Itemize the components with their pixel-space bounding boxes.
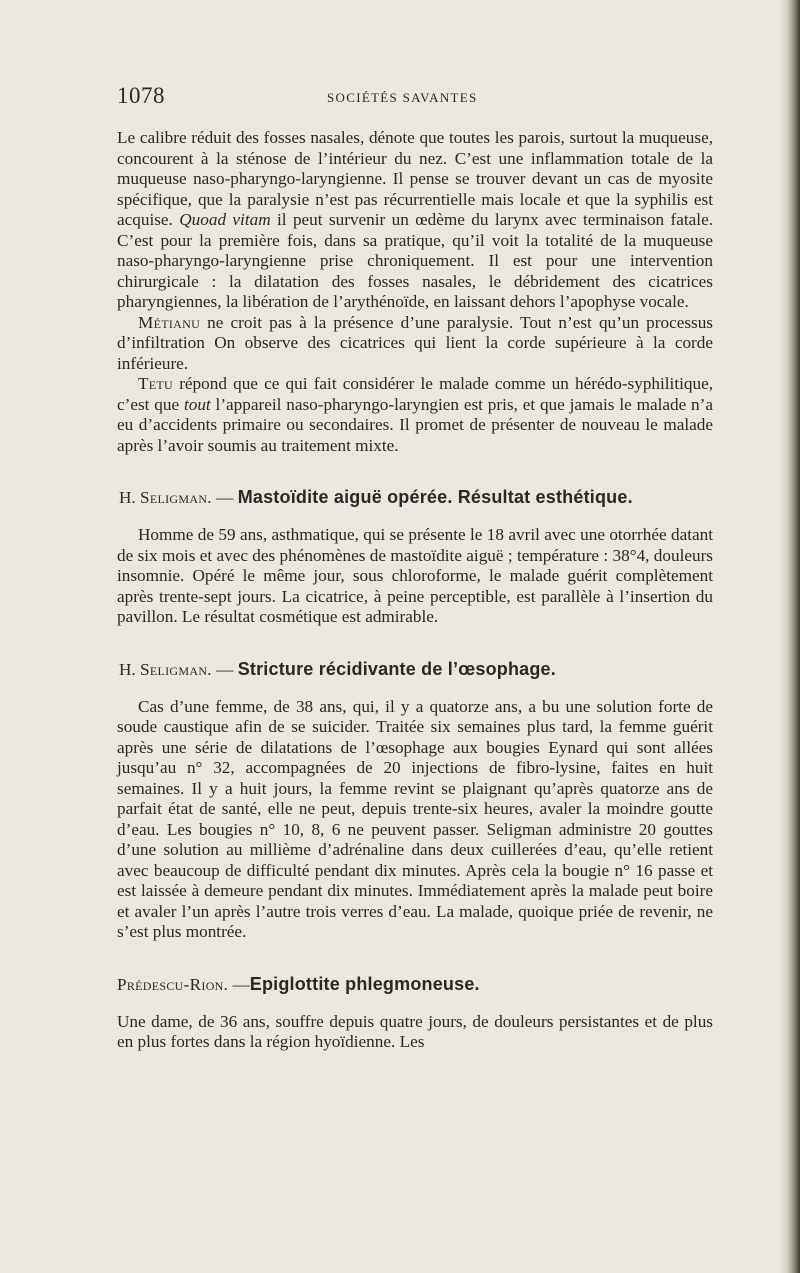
- section-text-stricture: Cas d’une femme, de 38 ans, qui, il y a quatorze ans, a bu une solution forte de soude caustique afin de se suicider. Traitée six semaines plus tard, la femme guérit après une série de dilatations de l’œsophage aux bougies Eynard qui sont allées jusqu’au n° 32, accompagnées de 20 injections de fibro-lysine, faites en huit semaines. Il y a huit jours, la femme revint se plaignant qu’après quatorze ans de parfait état de santé, elle ne peut, depuis trente-six heures, avaler la moindre goutte d’eau. Les bougies n° 10, 8, 6 ne peuvent passer. Seligman administre 20 gouttes d’une solution au millième d’adrénaline dans deux cuillerées d’eau, qu’elle retient avec beaucoup de difficulté pendant dix minutes. Après cela la bougie n° 16 passe et est laissée à demeure pendant dix minutes. Immédiatement après la malade peut boire et avaler l’un après l’autre trois verres d’eau. La malade, quoique priée de revenir, ne s’est plus montrée.: [117, 696, 713, 941]
- speaker-name: Tetu: [138, 374, 174, 393]
- page-header: [117, 83, 713, 113]
- paragraph-continued: Le calibre réduit des fosses nasales, dénote que toutes les parois, surtout la muqueuse, concourent à la sténose de l’intérieur du nez. C’est une inflammation totale de la muqueuse naso-pharyngo-laryngienne. Il pense se trouver devant un cas de myosite spécifique, que la paralysie n’est pas récurrentielle mais locale et que la syphilis est acquise. Quoad vitam il peut survenir un œdème du larynx avec terminaison fatale. C’est pour la première fois, dans sa pratique, qu’il voit la totalité de la muqueuse naso-pharyngo-laryngienne prise chroniquement. Il est pour une intervention chirurgicale : la dilatation des fosses nasales, le débridement des cicatrices pharyngiennes, la libération de l’arythénoïde, en laissant dehors l’apophyse vocale.: [117, 128, 714, 311]
- latin-phrase: Quoad vitam: [179, 210, 271, 229]
- emphasis-word: tout: [183, 394, 211, 414]
- section-title: Stricture récidivante de l’œsophage.: [237, 658, 556, 679]
- author-name: Seligman.: [140, 659, 212, 679]
- section-text-epiglottite: Une dame, de 36 ans, souffre depuis quatre jours, de douleurs persistantes et de plus en plus fortes dans la région hyoïdienne. Les: [117, 1011, 713, 1051]
- section-heading-stricture: H. Seligman. — Stricture récidivante de l’œsophage.: [119, 658, 556, 679]
- section-text-mastoidite: Homme de 59 ans, asthmatique, qui se présente le 18 avril avec une otorrhée datant de six mois et avec des phénomènes de mastoïdite aiguë ; température : 38°4, douleurs insomnie. Opéré le même jour, sous chloroforme, le malade guérit complètement après trente-sept jours. La cicatrice, à peine perceptible, est parallèle à l’insertion du pavillon. Le résultat cosmétique est admirable.: [117, 525, 713, 626]
- section-heading-epiglottite: Prédescu-Rion. —Epiglottite phlegmoneuse.: [117, 973, 480, 994]
- page-edge-shadow: [778, 0, 800, 1273]
- author-name: Seligman.: [140, 488, 212, 507]
- section-heading-mastoidite: H. Seligman. — Mastoïdite aiguë opérée. Résultat esthétique.: [119, 487, 633, 507]
- speaker-name: Métianu: [138, 312, 201, 332]
- author-name: Prédescu-Rion.: [117, 974, 229, 994]
- page-body: [117, 128, 713, 1053]
- paragraph-tetu: Tetu répond que ce qui fait considérer le malade comme un hérédo-syphilitique, c’est que tout l’appareil naso-pharyngo-laryngien est pris, et que jamais le malade n’a eu d’accidents primaire ou secondaires. Il promet de présenter de nouveau le malade après l’avoir soumis au traitement mixte.: [117, 374, 713, 455]
- page-number: 1078: [117, 83, 165, 108]
- section-title: Epiglottite phlegmoneuse.: [249, 973, 480, 994]
- running-head: SOCIÉTÉS SAVANTES: [327, 90, 478, 105]
- section-title: Mastoïdite aiguë opérée. Résultat esthétique.: [237, 487, 633, 507]
- paragraph-metianu: Métianu ne croit pas à la présence d’une paralysie. Tout n’est qu’un processus d’infiltration On observe des cicatrices qui lient la corde supérieure à la corde inférieure.: [117, 312, 713, 373]
